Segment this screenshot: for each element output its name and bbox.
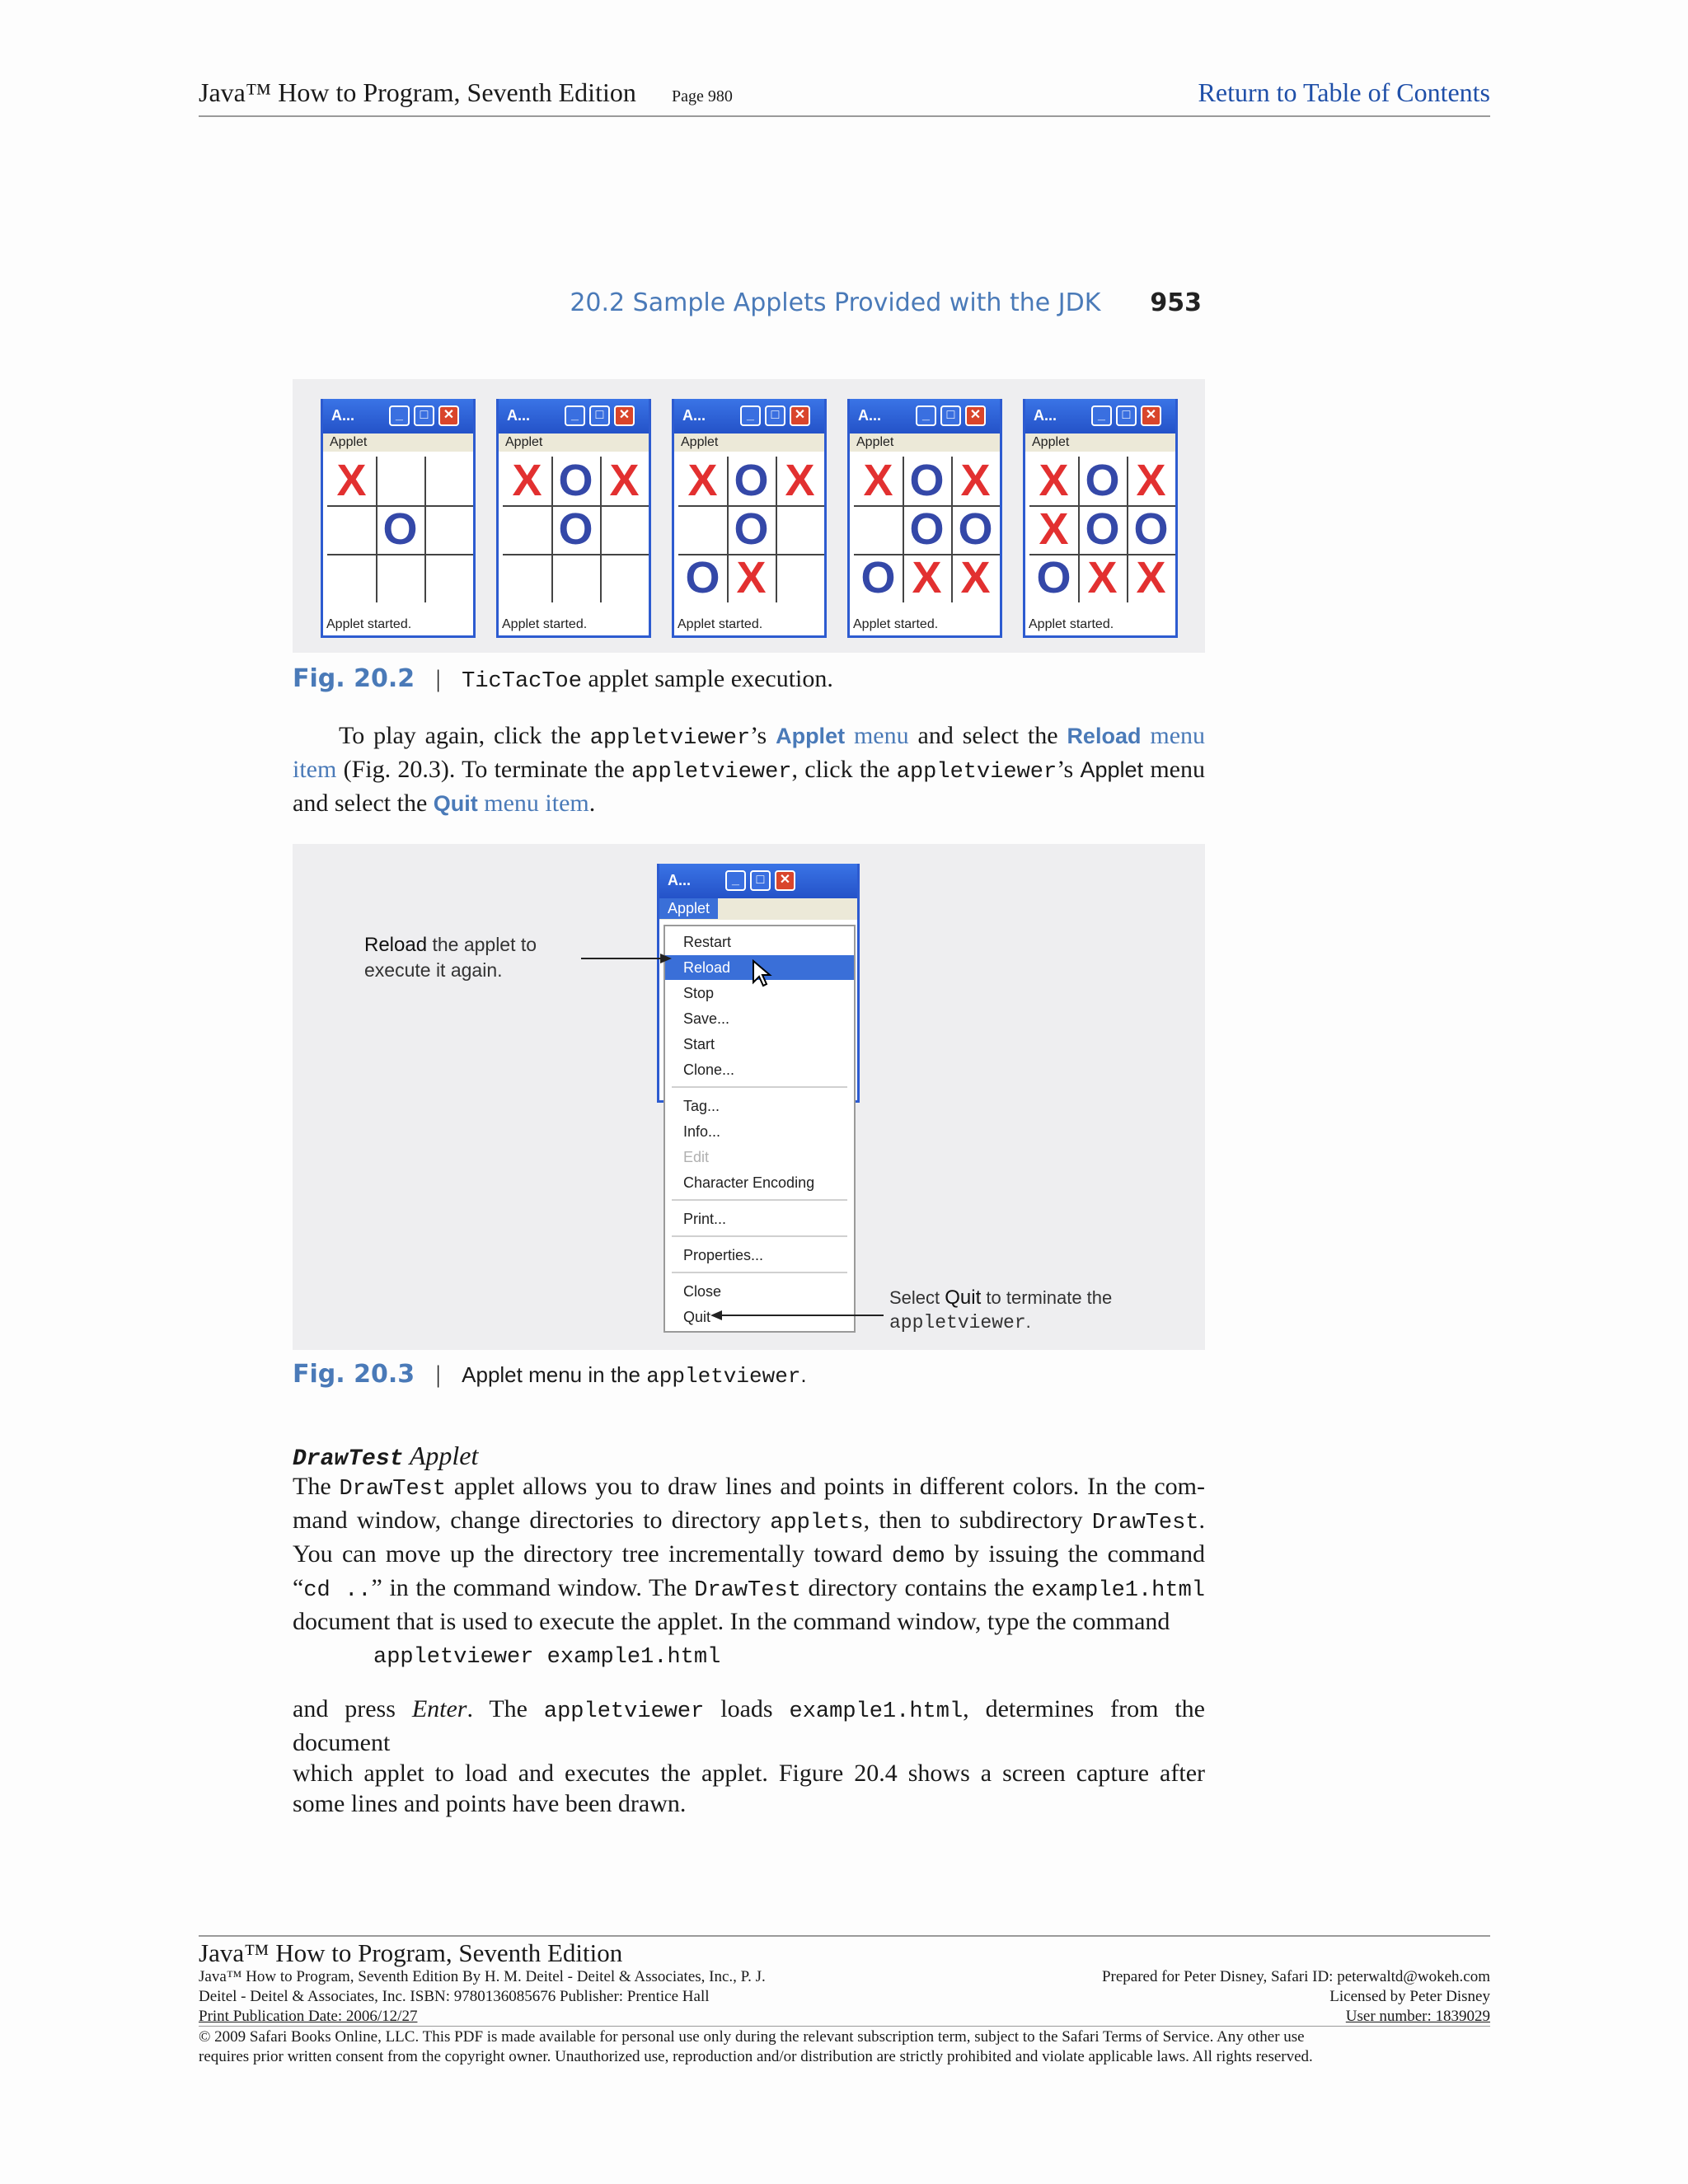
minimize-icon[interactable]: _ — [389, 405, 410, 426]
tictactoe-window — [1023, 399, 1178, 638]
board-cell[interactable]: O — [685, 553, 720, 602]
text-line: “cd ..” in the command window. The DrawTest directory contains the example1.html — [293, 1574, 1205, 1603]
status-text: Applet started. — [853, 617, 939, 631]
board-cell[interactable]: X — [960, 553, 991, 602]
menu-item-reload[interactable]: Reload — [665, 955, 854, 980]
status-text: Applet started. — [326, 617, 412, 631]
close-icon[interactable]: ✕ — [438, 405, 459, 426]
minimize-icon[interactable]: _ — [1091, 405, 1112, 426]
menu-item-edit: Edit — [683, 1149, 710, 1165]
drawtest-heading: DrawTest Applet — [293, 1441, 479, 1472]
board-cell[interactable]: X — [609, 456, 640, 505]
callout-reload: Reload the applet to execute it again. — [364, 934, 537, 981]
caption-code: TicTacToe — [462, 669, 582, 694]
caption-separator: | — [435, 1361, 441, 1388]
status-text: Applet started. — [1029, 617, 1114, 631]
tictactoe-window — [847, 399, 1002, 638]
text-line: mand window, change directories to directory applets, then to subdirectory DrawTest. — [293, 1507, 1205, 1535]
board-cell[interactable]: X — [912, 553, 942, 602]
maximize-icon[interactable]: □ — [765, 405, 785, 426]
title-bar — [499, 399, 649, 434]
window-title: A... — [668, 872, 692, 888]
maximize-icon[interactable]: □ — [589, 405, 610, 426]
menu-item-close[interactable]: Close — [683, 1283, 722, 1300]
close-icon[interactable]: ✕ — [790, 405, 810, 426]
title-bar — [1025, 399, 1175, 434]
menu-item-character-encoding[interactable]: Character Encoding — [683, 1174, 815, 1191]
running-head — [570, 288, 1202, 317]
board-cell[interactable] — [503, 505, 551, 554]
status-text: Applet started. — [678, 617, 763, 631]
running-head-page-number: 953 — [1150, 288, 1202, 317]
board-cell[interactable] — [376, 457, 424, 505]
window-title: A... — [1034, 407, 1057, 424]
board-cell[interactable]: O — [1036, 553, 1071, 602]
menu-item-info[interactable]: Info... — [683, 1123, 721, 1140]
applet-menu[interactable]: Applet — [674, 434, 824, 452]
tictactoe-window — [672, 399, 827, 638]
caption-text: applet sample execution. — [581, 665, 833, 692]
board-cell[interactable]: O — [1085, 504, 1120, 554]
menu-item-stop[interactable]: Stop — [683, 985, 715, 1001]
window-title: A... — [331, 407, 355, 424]
minimize-icon[interactable]: _ — [565, 405, 585, 426]
caption-code: appletviewer — [646, 1364, 801, 1389]
board-cell[interactable] — [776, 505, 824, 554]
menu-item-properties[interactable]: Properties... — [683, 1247, 764, 1263]
maximize-icon[interactable]: □ — [1116, 405, 1137, 426]
caption-separator: | — [435, 665, 441, 692]
return-to-toc-link[interactable]: Return to Table of Contents — [1198, 77, 1490, 107]
board-cell[interactable] — [327, 505, 376, 554]
drawtest-paragraph-2 — [293, 1694, 1205, 1819]
footer-title: Java™ How to Program, Seventh Edition — [199, 1938, 623, 1967]
board-cell[interactable]: X — [687, 456, 718, 505]
close-icon[interactable]: ✕ — [614, 405, 635, 426]
board-cell[interactable]: X — [1039, 456, 1069, 505]
board-cell[interactable] — [376, 554, 424, 602]
footer-copyright: © 2009 Safari Books Online, LLC. This PDF is made available for personal use only during the relevant subscription term, subject to the Safari Terms of Service. Any other use requires prior written consent from the copyright owner. Unauthorized use, reproduction and/or distribution are strictly prohibited and violate applicable laws. All rights reserved. — [199, 2028, 1313, 2065]
title-bar — [323, 399, 473, 434]
title-bar — [659, 864, 857, 898]
board-cell[interactable] — [551, 554, 600, 602]
board-cell[interactable] — [776, 554, 824, 602]
close-icon[interactable]: ✕ — [1141, 405, 1161, 426]
board-cell[interactable]: X — [512, 456, 542, 505]
board-cell[interactable]: O — [909, 504, 945, 554]
board-cell[interactable] — [854, 505, 903, 554]
text-line: and press Enter. The appletviewer loads example1.html, determines from the document — [293, 1695, 1205, 1756]
board-cell[interactable]: X — [1087, 553, 1118, 602]
minimize-icon[interactable]: _ — [740, 405, 761, 426]
callout-quit-arrow — [710, 1310, 884, 1321]
footer-rule — [199, 1935, 1490, 1937]
tictactoe-window — [321, 399, 476, 638]
board-cell[interactable]: O — [1085, 456, 1120, 505]
menu-item-save[interactable]: Save... — [683, 1010, 730, 1027]
board-cell[interactable] — [327, 554, 376, 602]
maximize-icon[interactable]: □ — [414, 405, 434, 426]
menu-item-print[interactable]: Print... — [683, 1211, 727, 1227]
fig-20-2-caption — [293, 664, 833, 694]
board-cell[interactable]: O — [734, 456, 769, 505]
board-cell[interactable]: O — [558, 456, 593, 505]
footer-info-left: Java™ How to Program, Seventh Edition By H. M. Deitel - Deitel & Associates, Inc., P. J. Deitel - Deitel & Associates, Inc. ISBN: 9780136085676 Publisher: Prentice Hall Print Publication Date: 2006/12/27 — [199, 1968, 766, 2025]
applet-menu[interactable]: Applet — [1025, 434, 1175, 452]
menu-item-start[interactable]: Start — [683, 1036, 715, 1052]
menu-separator — [672, 1272, 847, 1273]
board-cell[interactable]: X — [1136, 553, 1166, 602]
command-line: appletviewer example1.html — [373, 1645, 721, 1670]
menu-item-quit[interactable]: Quit — [683, 1309, 711, 1325]
board-cell[interactable]: X — [863, 456, 893, 505]
footer-rule-2 — [199, 2026, 1490, 2027]
window-title: A... — [682, 407, 706, 424]
board-cell[interactable]: X — [336, 456, 367, 505]
title-bar — [674, 399, 824, 434]
board-cell[interactable] — [678, 505, 727, 554]
window-title: A... — [858, 407, 882, 424]
text-line: some lines and points have been drawn. — [293, 1790, 687, 1817]
board-cell[interactable]: X — [1039, 504, 1069, 554]
applet-menu[interactable]: Applet — [499, 434, 649, 452]
caption-text: menu in the — [522, 1362, 647, 1387]
minimize-icon[interactable]: _ — [916, 405, 936, 426]
maximize-icon[interactable]: □ — [750, 870, 771, 891]
board-cell[interactable]: O — [382, 504, 418, 554]
mouse-cursor-icon — [752, 959, 776, 989]
status-text: Applet started. — [502, 617, 588, 631]
fig-20-3-caption: Fig. 20.3 | Applet menu in the appletviewer. — [293, 1360, 807, 1389]
menu-item-clone[interactable]: Clone... — [683, 1062, 735, 1078]
menu-separator — [672, 1086, 847, 1088]
board-cell[interactable] — [600, 554, 649, 602]
menu-bar — [659, 898, 857, 920]
callout-reload-arrow — [581, 953, 672, 964]
footer-info-right: Prepared for Peter Disney, Safari ID: peterwaltd@wokeh.com Licensed by Peter Disney User number: 1839029 — [1101, 1968, 1490, 2025]
drawtest-paragraph — [293, 1471, 1205, 1637]
text-line: document that is used to execute the applet. In the command window, type the command — [293, 1608, 1170, 1635]
board-cell[interactable]: X — [736, 553, 767, 602]
board-cell[interactable]: O — [558, 504, 593, 554]
board-cell[interactable]: O — [958, 504, 993, 554]
board-cell[interactable]: O — [734, 504, 769, 554]
header-rule — [199, 115, 1490, 117]
board-cell[interactable]: X — [960, 456, 991, 505]
title-bar — [850, 399, 1000, 434]
fig-20-2-number: Fig. 20.2 — [293, 664, 415, 693]
menu-item-tag[interactable]: Tag... — [683, 1098, 720, 1114]
applet-menu[interactable]: Applet — [323, 434, 473, 452]
board-cell[interactable]: O — [909, 456, 945, 505]
board-cell[interactable] — [503, 554, 551, 602]
board-cell[interactable] — [424, 554, 473, 602]
tictactoe-window — [496, 399, 651, 638]
header-page-label: Page 980 — [672, 87, 733, 105]
board-cell[interactable] — [424, 457, 473, 505]
paragraph-play-again: To play again, click the appletviewer’s Applet menu and select the Reload menu item (Fig. 20.3). To terminate the appletviewer, click the appletviewer’s Applet menu and select the Quit menu item. — [293, 722, 1206, 817]
applet-menu[interactable]: Applet — [850, 434, 1000, 452]
board-cell[interactable]: X — [1136, 456, 1166, 505]
close-icon[interactable]: ✕ — [965, 405, 986, 426]
running-head-section: 20.2 Sample Applets Provided with the JDK — [570, 288, 1101, 317]
minimize-icon[interactable]: _ — [725, 870, 746, 891]
maximize-icon[interactable]: □ — [940, 405, 961, 426]
fig-20-3-number: Fig. 20.3 — [293, 1360, 415, 1389]
applet-menu[interactable]: Applet — [659, 898, 718, 919]
caption-bold: Applet — [462, 1362, 523, 1387]
menu-separator — [672, 1235, 847, 1237]
callout-quit: Select Quit to terminate the appletviewer. — [889, 1286, 1113, 1333]
board-cell[interactable]: O — [1133, 504, 1169, 554]
board-cell[interactable] — [424, 505, 473, 554]
header-book-title: Java™ How to Program, Seventh Edition Page 980 — [199, 77, 733, 107]
text-line: You can move up the directory tree incrementally toward demo by issuing the command — [293, 1540, 1205, 1569]
text-line: The DrawTest applet allows you to draw lines and points in different colors. In the com- — [293, 1473, 1205, 1502]
board-cell[interactable]: O — [860, 553, 896, 602]
menu-item-restart[interactable]: Restart — [683, 934, 732, 950]
board-cell[interactable] — [600, 505, 649, 554]
close-icon[interactable]: ✕ — [775, 870, 795, 891]
board-cell[interactable]: X — [785, 456, 815, 505]
menu-separator — [672, 1199, 847, 1201]
text-line: which applet to load and executes the applet. Figure 20.4 shows a screen capture after — [293, 1760, 1205, 1787]
window-title: A... — [507, 407, 531, 424]
